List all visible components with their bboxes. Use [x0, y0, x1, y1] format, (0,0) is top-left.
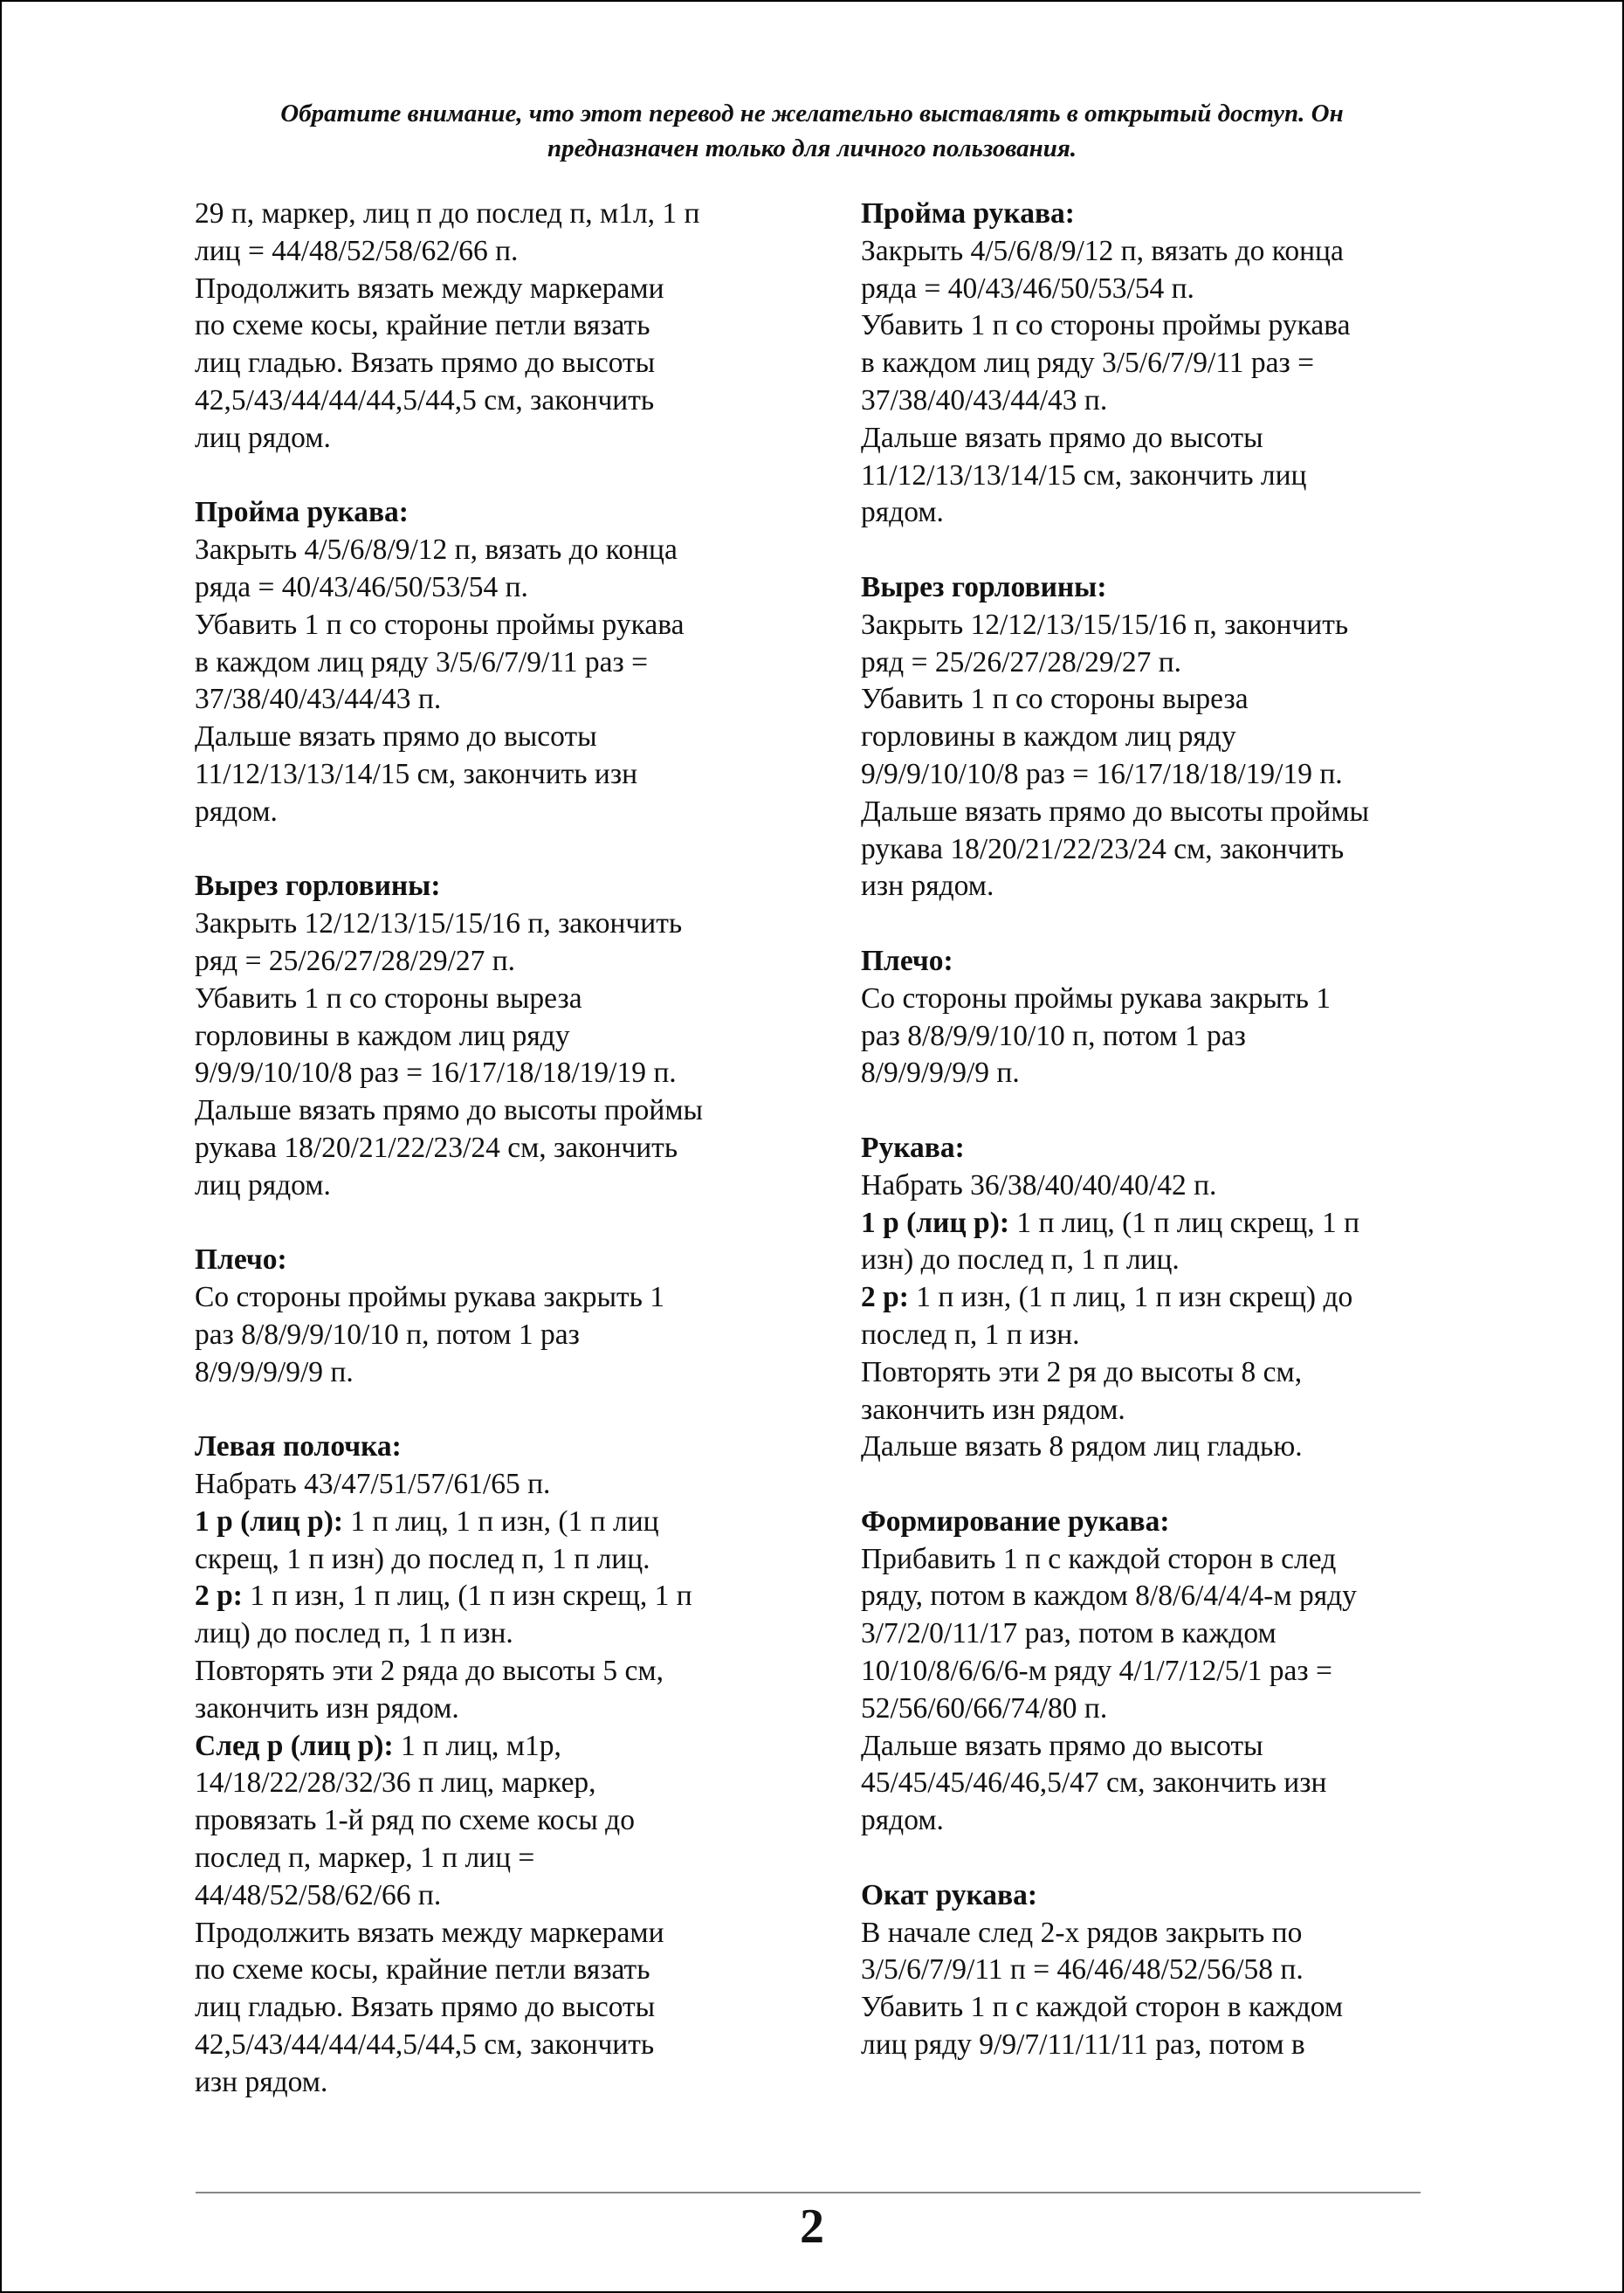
section-heading: Окат рукава:	[861, 1878, 1038, 1911]
section-heading: Плечо:	[861, 944, 953, 977]
text-line: рядом.	[861, 496, 944, 529]
section-heading: Вырез горловины:	[195, 870, 441, 903]
row-instruction: 1 п лиц, (1 п лиц скрещ, 1 п	[1009, 1206, 1360, 1239]
text-line: рядом.	[861, 1804, 944, 1837]
text-line: Набрать 43/47/51/57/61/65 п.	[195, 1468, 551, 1501]
text-line: Дальше вязать прямо до высоты проймы	[861, 795, 1370, 828]
text-line: изн рядом.	[195, 2065, 328, 2098]
text-line: Дальше вязать прямо до высоты	[861, 421, 1263, 454]
text-line	[861, 1205, 1472, 1243]
text-section	[195, 1429, 806, 2101]
text-section	[195, 196, 806, 458]
section-heading: Рукава:	[861, 1131, 965, 1164]
text-line: 9/9/9/10/10/8 раз = 16/17/18/18/19/19 п.	[195, 1057, 677, 1090]
text-line: раз 8/8/9/9/10/10 п, потом 1 раз	[861, 1019, 1246, 1052]
disclaimer-line: предназначен только для личного пользования.	[547, 134, 1077, 162]
text-section	[861, 1130, 1472, 1466]
text-section	[861, 1877, 1472, 2064]
text-line: ряд = 25/26/27/28/29/27 п.	[195, 944, 516, 977]
text-line: Убавить 1 п со стороны проймы рукава	[195, 608, 685, 641]
text-line: Повторять эти 2 ря до высоты 8 см,	[861, 1355, 1303, 1388]
text-line: ряду, потом в каждом 8/8/6/4/4/4-м ряду	[861, 1580, 1357, 1613]
text-line: по схеме косы, крайние петли вязать	[195, 309, 650, 342]
text-line: Набрать 36/38/40/40/40/42 п.	[861, 1168, 1217, 1202]
text-line: Закрыть 12/12/13/15/15/16 п, закончить	[861, 608, 1349, 641]
text-line: лиц рядом.	[195, 1168, 331, 1202]
text-line: послед п, маркер, 1 п лиц =	[195, 1842, 535, 1875]
text-line: 3/7/2/0/11/17 раз, потом в каждом	[861, 1617, 1276, 1650]
text-line: Дальше вязать 8 рядом лиц гладью.	[861, 1430, 1303, 1463]
disclaimer-line: Обратите внимание, что этот перевод не желательно выставлять в открытый доступ. Он	[280, 100, 1344, 127]
text-line	[195, 1728, 806, 1766]
row-label: 1 р (лиц р):	[861, 1206, 1010, 1239]
text-line: Закрыть 12/12/13/15/15/16 п, закончить	[195, 907, 683, 940]
text-line: Повторять эти 2 ряда до высоты 5 см,	[195, 1655, 664, 1688]
text-line: Дальше вязать прямо до высоты	[195, 720, 597, 754]
text-line: лиц) до послед п, 1 п изн.	[195, 1617, 513, 1650]
row-instruction: 1 п лиц, 1 п изн, (1 п лиц	[343, 1505, 659, 1538]
text-line: Убавить 1 п с каждой сторон в каждом	[861, 1991, 1344, 2024]
text-line	[195, 1504, 806, 1541]
text-line: Убавить 1 п со стороны проймы рукава	[861, 309, 1351, 342]
text-line: лиц ряду 9/9/7/11/11/11 раз, потом в	[861, 2028, 1305, 2062]
text-line: Дальше вязать прямо до высоты проймы	[195, 1094, 704, 1127]
text-section	[861, 1504, 1472, 1840]
text-line: в каждом лиц ряду 3/5/6/7/9/11 раз =	[195, 645, 649, 678]
text-section	[861, 196, 1472, 532]
text-line: 42,5/43/44/44/44,5/44,5 см, закончить	[195, 2028, 655, 2062]
text-line: ряда = 40/43/46/50/53/54 п.	[861, 272, 1194, 305]
text-section	[861, 943, 1472, 1092]
text-line	[861, 1279, 1472, 1317]
text-line: рядом.	[195, 795, 278, 828]
text-line: Продолжить вязать между маркерами	[195, 272, 664, 305]
text-line: Убавить 1 п со стороны выреза	[195, 981, 582, 1015]
text-line: лиц гладью. Вязать прямо до высоты	[195, 347, 656, 380]
text-line: Убавить 1 п со стороны выреза	[861, 683, 1249, 716]
text-line: лиц = 44/48/52/58/62/66 п.	[195, 234, 519, 267]
text-line: 14/18/22/28/32/36 п лиц, маркер,	[195, 1766, 596, 1800]
text-line: горловины в каждом лиц ряду	[195, 1019, 570, 1052]
text-line: В начале след 2-х рядов закрыть по	[861, 1916, 1303, 1949]
text-line: 10/10/8/6/6/6-м ряду 4/1/7/12/5/1 раз =	[861, 1655, 1332, 1688]
text-line: Со стороны проймы рукава закрыть 1	[195, 1281, 665, 1314]
text-line: 3/5/6/7/9/11 п = 46/46/48/52/56/58 п.	[861, 1953, 1304, 1987]
text-line: 37/38/40/43/44/43 п.	[195, 683, 442, 716]
left-column	[195, 196, 806, 2138]
text-line: скрещ, 1 п изн) до послед п, 1 п лиц.	[195, 1542, 650, 1575]
text-line: 52/56/60/66/74/80 п.	[861, 1691, 1108, 1725]
text-line: рукава 18/20/21/22/23/24 см, закончить	[861, 832, 1345, 865]
text-line: в каждом лиц ряду 3/5/6/7/9/11 раз =	[861, 347, 1315, 380]
text-line: раз 8/8/9/9/10/10 п, потом 1 раз	[195, 1318, 580, 1351]
text-line: лиц рядом.	[195, 421, 331, 454]
page-number: 2	[800, 2200, 824, 2254]
row-label: 1 р (лиц р):	[195, 1505, 344, 1538]
row-label: 2 р:	[861, 1281, 909, 1314]
section-heading: Левая полочка:	[195, 1430, 402, 1463]
disclaimer-notice	[2, 96, 1622, 166]
text-section	[195, 494, 806, 830]
text-line: закончить изн рядом.	[861, 1393, 1125, 1426]
row-instruction: 1 п лиц, м1р,	[393, 1729, 561, 1762]
text-line: 8/9/9/9/9/9 п.	[195, 1355, 354, 1388]
text-line: Закрыть 4/5/6/8/9/12 п, вязать до конца	[861, 234, 1344, 267]
text-line: Закрыть 4/5/6/8/9/12 п, вязать до конца	[195, 534, 678, 567]
text-line: 42,5/43/44/44/44,5/44,5 см, закончить	[195, 383, 655, 417]
text-line: 45/45/45/46/46,5/47 см, закончить изн	[861, 1766, 1327, 1800]
footer-divider	[196, 2192, 1421, 2193]
text-section	[195, 868, 806, 1204]
text-line: изн рядом.	[861, 870, 994, 903]
text-line: ряда = 40/43/46/50/53/54 п.	[195, 570, 528, 603]
text-line: лиц гладью. Вязать прямо до высоты	[195, 1991, 656, 2024]
text-line: по схеме косы, крайние петли вязать	[195, 1953, 650, 1987]
row-instruction: 1 п изн, 1 п лиц, (1 п изн скрещ, 1 п	[242, 1580, 692, 1613]
text-line: 44/48/52/58/62/66 п.	[195, 1878, 442, 1911]
section-heading: Вырез горловины:	[861, 570, 1107, 603]
text-line: 9/9/9/10/10/8 раз = 16/17/18/18/19/19 п.	[861, 757, 1343, 790]
text-line: Прибавить 1 п с каждой сторон в след	[861, 1542, 1337, 1575]
text-line: ряд = 25/26/27/28/29/27 п.	[861, 645, 1182, 678]
text-line: рукава 18/20/21/22/23/24 см, закончить	[195, 1131, 678, 1164]
text-line: Продолжить вязать между маркерами	[195, 1916, 664, 1949]
text-line: провязать 1-й ряд по схеме косы до	[195, 1804, 635, 1837]
text-line: 11/12/13/13/14/15 см, закончить изн	[195, 757, 637, 790]
text-line: Со стороны проймы рукава закрыть 1	[861, 981, 1332, 1015]
section-heading: Плечо:	[195, 1243, 287, 1277]
section-heading: Формирование рукава:	[861, 1505, 1170, 1538]
text-section	[861, 569, 1472, 905]
text-line: 8/9/9/9/9/9 п.	[861, 1057, 1020, 1090]
text-line: закончить изн рядом.	[195, 1691, 459, 1725]
text-line: послед п, 1 п изн.	[861, 1318, 1080, 1351]
text-line: горловины в каждом лиц ряду	[861, 720, 1236, 754]
text-line: изн) до послед п, 1 п лиц.	[861, 1243, 1180, 1277]
text-line	[195, 1578, 806, 1615]
row-instruction: 1 п изн, (1 п лиц, 1 п изн скрещ) до	[908, 1281, 1353, 1314]
section-heading: Пройма рукава:	[195, 496, 409, 529]
row-label: След р (лиц р):	[195, 1729, 394, 1762]
right-column	[861, 196, 1472, 2102]
text-line: 29 п, маркер, лиц п до послед п, м1л, 1 п	[195, 197, 700, 230]
text-section	[195, 1242, 806, 1391]
text-line: 37/38/40/43/44/43 п.	[861, 383, 1108, 417]
text-line: 11/12/13/13/14/15 см, закончить лиц	[861, 458, 1307, 492]
row-label: 2 р:	[195, 1580, 243, 1613]
section-heading: Пройма рукава:	[861, 197, 1075, 230]
text-line: Дальше вязать прямо до высоты	[861, 1729, 1263, 1762]
